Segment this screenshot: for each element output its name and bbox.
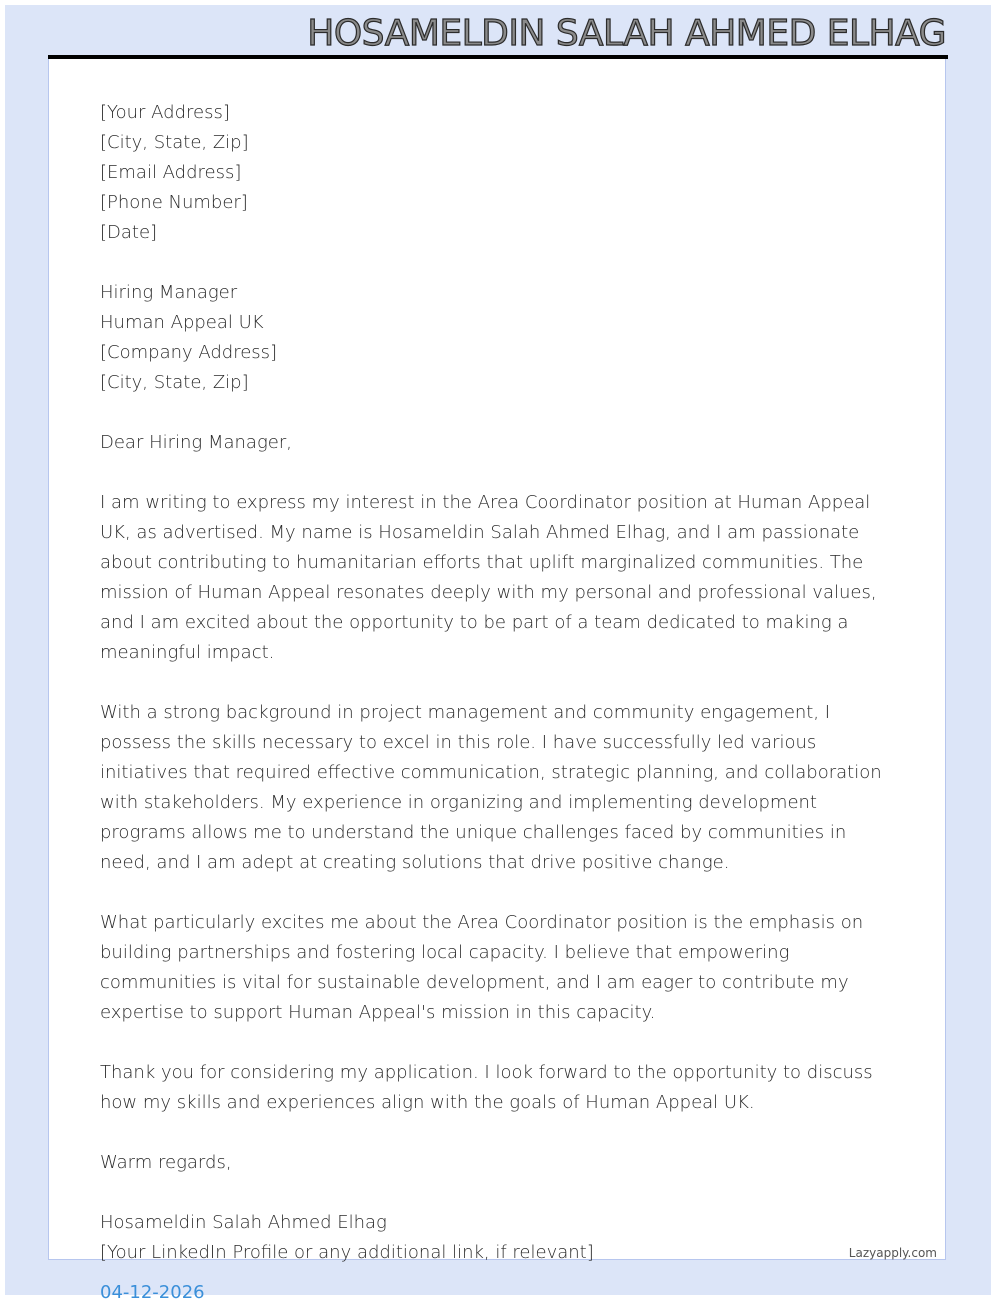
- footer-date: 04-12-2026: [100, 1282, 205, 1303]
- sender-email: [Email Address]: [100, 162, 242, 183]
- paragraph-experience: With a strong background in project management and community engagement, I possess the skills necessary to excel in this role. I have successfully led various initiatives that required effective communication, strategic planning, and collaboration with stakeholders. My experience in organizing and implementing development programs allows me to understand the unique challenges faced by communities in need, and I am adept at creating solutions that drive positive change.: [100, 702, 882, 873]
- recipient-block: [100, 278, 900, 398]
- lazyapply-watermark: Lazyapply.com: [848, 1246, 937, 1260]
- salutation: Dear Hiring Manager,: [100, 432, 292, 453]
- closing: Warm regards,: [100, 1152, 232, 1173]
- sender-phone: [Phone Number]: [100, 192, 248, 213]
- signature-link: [Your LinkedIn Profile or any additional link, if relevant]: [100, 1242, 594, 1263]
- sender-city-state-zip: [City, State, Zip]: [100, 132, 249, 153]
- paragraph-motivation: What particularly excites me about the Area Coordinator position is the emphasis on building partnerships and fostering local capacity. I believe that empowering communities is vital for sustainable development, and I am eager to contribute my expertise to support Human Appeal's mission in this capacity.: [100, 912, 864, 1023]
- sender-date: [Date]: [100, 222, 158, 243]
- recipient-company: Human Appeal UK: [100, 312, 264, 333]
- signature-name: Hosameldin Salah Ahmed Elhag: [100, 1212, 387, 1233]
- recipient-company-address: [Company Address]: [100, 342, 278, 363]
- recipient-title: Hiring Manager: [100, 282, 238, 303]
- cover-letter-body: [100, 98, 900, 1268]
- sender-block: [100, 98, 900, 248]
- paragraph-thanks: Thank you for considering my application. I look forward to the opportunity to discuss how my skills and experiences align with the goals of Human Appeal UK.: [100, 1062, 873, 1113]
- applicant-name-heading: HOSAMELDIN SALAH AHMED ELHAG: [307, 13, 946, 54]
- recipient-city-state-zip: [City, State, Zip]: [100, 372, 249, 393]
- paragraph-intro: I am writing to express my interest in the Area Coordinator position at Human Appeal UK, as advertised. My name is Hosameldin Salah Ahmed Elhag, and I am passionate about contributing to humanitarian efforts that uplift marginalized communities. The mission of Human Appeal resonates deeply with my personal and professional values, and I am excited about the opportunity to be part of a team dedicated to making a meaningful impact.: [100, 492, 877, 663]
- sender-address: [Your Address]: [100, 102, 230, 123]
